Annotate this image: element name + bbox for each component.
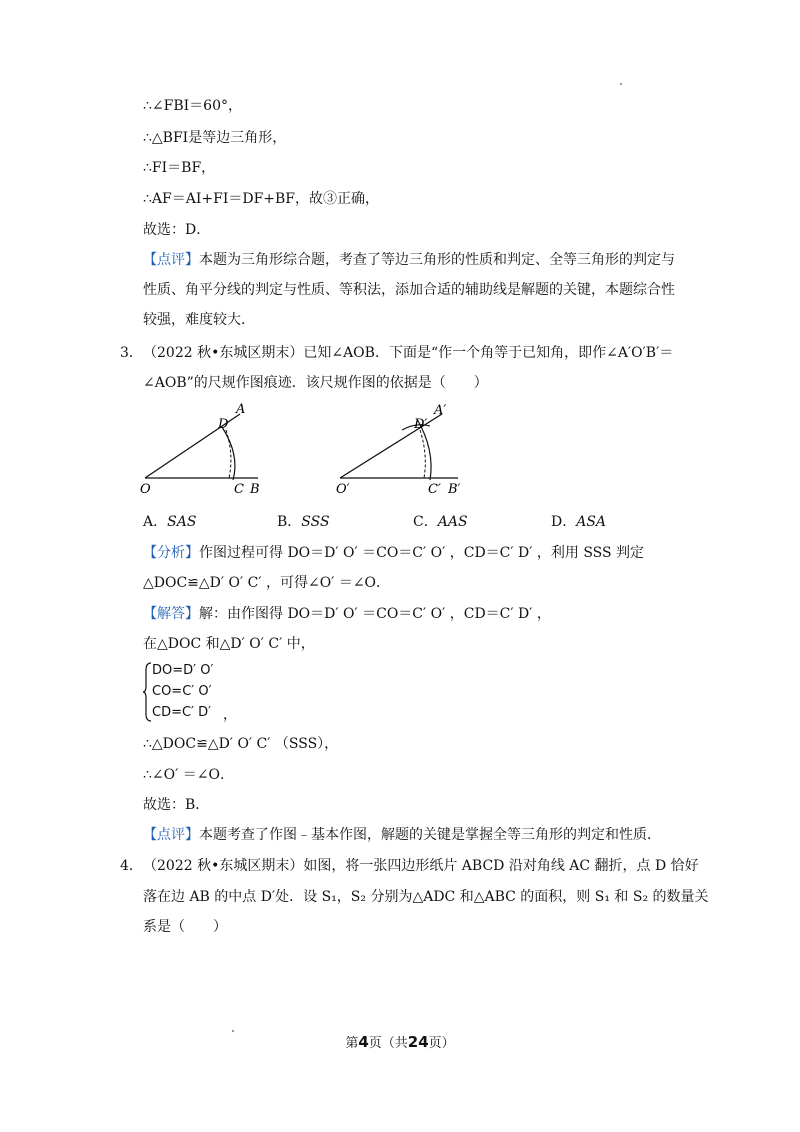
prev-comment: [143, 245, 683, 335]
figure-original-angle: [140, 402, 260, 497]
prev-line-1: ∴∠FBI＝60°，: [143, 98, 242, 114]
q4-line-1: （2022 秋•东城区期末）如图，将一张四边形纸片 ABCD 沿对角线 AC 翻折，点 D 恰好: [143, 858, 699, 874]
page-number: 4: [358, 1033, 369, 1051]
q4-line-2: 落在边 AB 的中点 D′处．设 S₁，S₂ 分别为△ADC 和△ABC 的面积，则 S₁ 和 S₂ 的数量关: [143, 889, 709, 905]
figure-constructed-angle: [336, 403, 461, 497]
comment-tag: 【点评】: [143, 827, 199, 843]
q3-figures: [130, 400, 490, 500]
scan-dot: [232, 1030, 234, 1032]
q3-analysis-line-2: △DOC≌△D′ O′ C′ ，可得∠O′ ＝∠O．: [143, 575, 391, 591]
option-b: B．SSS: [277, 514, 330, 530]
prev-line-2: ∴△BFI是等边三角形，: [143, 130, 287, 146]
scan-dot: [620, 83, 622, 85]
fig2-label-o: O′: [336, 482, 350, 497]
q3-answer-line-2: 在△DOC 和△D′ O′ C′ 中，: [143, 636, 315, 652]
comment-text: 本题为三角形综合题，考查了等边三角形的性质和判定、全等三角形的判定与性质、角平分线的判定与性质、等积法，添加合适的辅助线是解题的关键，本题综合性较强，难度较大．: [143, 252, 675, 328]
q3-number: 3．: [120, 345, 143, 361]
prev-line-5: 故选：D．: [143, 222, 211, 238]
fig1-label-a: A: [236, 402, 246, 417]
q3-comment: 【点评】本题考查了作图﹣基本作图，解题的关键是掌握全等三角形的判定和性质．: [143, 827, 661, 843]
system-line-2: CO=C′ O′: [152, 684, 212, 699]
q3-answer-line-5: 故选：B．: [143, 797, 210, 813]
system-line-1: DO=D′ O′: [152, 663, 214, 678]
fig2-label-c: C′: [428, 482, 441, 497]
option-a: A．SAS: [143, 514, 197, 530]
answer-tag: 【解答】: [143, 606, 199, 622]
fig1-label-c: C: [234, 482, 244, 497]
q3-answer-line-4: ∴∠O′ ＝∠O．: [143, 767, 234, 783]
q3-stem-line-2: ∠AOB”的尺规作图痕迹．该尺规作图的依据是（ ）: [143, 375, 488, 391]
analysis-tag: 【分析】: [143, 545, 199, 561]
q4-line-3: 系是（ ）: [143, 919, 227, 935]
fig1-label-d: D: [218, 417, 229, 432]
fig2-label-a: A′: [434, 403, 447, 418]
option-d: D．ASA: [551, 514, 607, 530]
q4-number: 4．: [120, 858, 143, 874]
q3-stem-line-1: （2022 秋•东城区期末）已知∠AOB．下面是“作一个角等于已知角，即作∠A′O′B′＝: [143, 345, 674, 361]
fig1-label-o: O: [140, 482, 151, 497]
fig2-label-d: D′: [414, 417, 428, 432]
system-line-3: CD=C′ D′: [152, 705, 212, 720]
page-total: 24: [407, 1033, 429, 1051]
fig1-label-b: B: [250, 482, 260, 497]
q3-answer-line-1: 【解答】解：由作图得 DO＝D′ O′ ＝CO＝C′ O′ ，CD＝C′ D′ ，: [143, 606, 551, 622]
q3-answer-line-3: ∴△DOC≌△D′ O′ C′ （SSS），: [143, 736, 339, 752]
q3-analysis-line-1: 【分析】作图过程可得 DO＝D′ O′ ＝CO＝C′ O′ ，CD＝C′ D′ ，利用 SSS 判定: [143, 545, 645, 561]
system-tail: ，: [223, 707, 237, 723]
option-c: C．AAS: [413, 514, 468, 530]
prev-line-3: ∴FI＝BF，: [143, 160, 216, 176]
fig2-label-b: B′: [448, 482, 461, 497]
page-footer: 第4页（共24页）: [345, 1033, 455, 1051]
prev-line-4: ∴AF＝AI+FI＝DF+BF，故③正确，: [143, 191, 380, 207]
comment-tag: 【点评】: [143, 252, 199, 268]
